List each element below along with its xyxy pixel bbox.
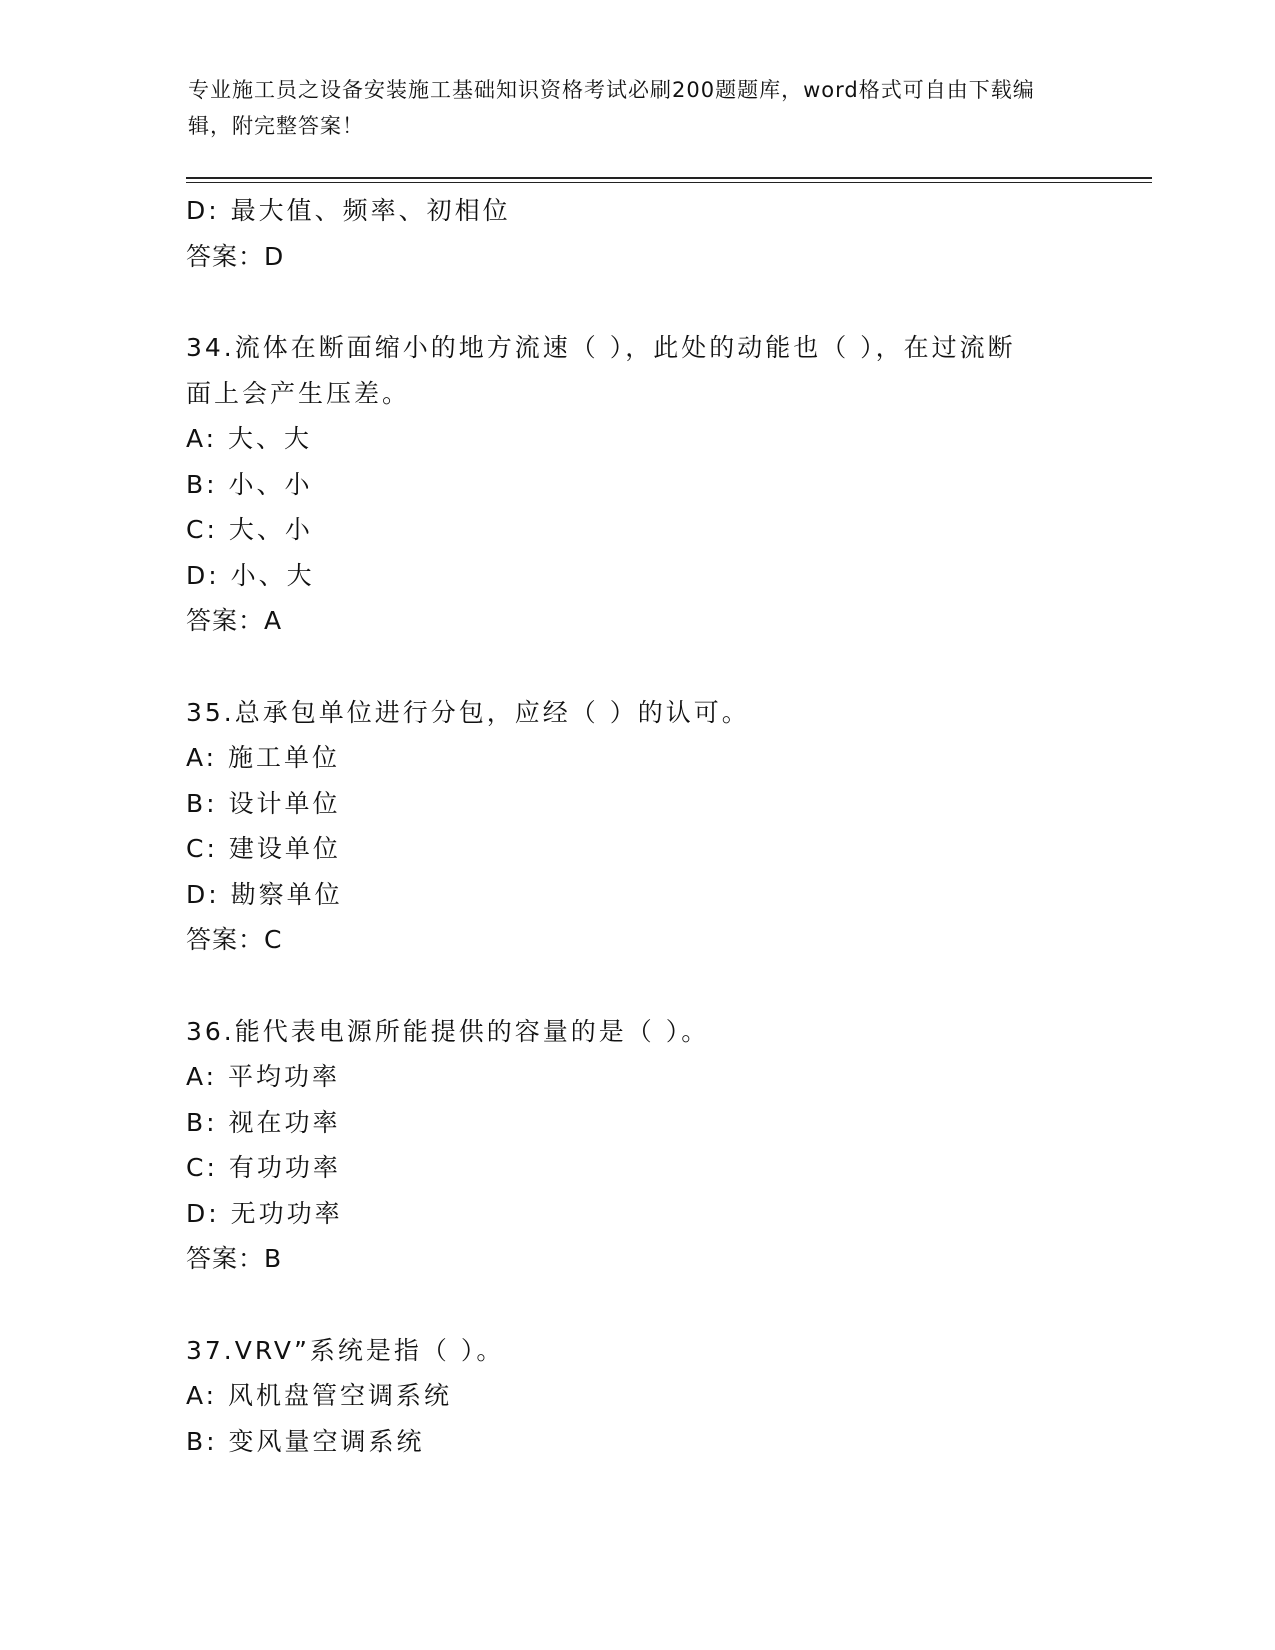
option-a: A: 施工单位 bbox=[186, 743, 341, 772]
option-b: B: 设计单位 bbox=[186, 788, 341, 818]
option-b: B: 小、小 bbox=[186, 469, 313, 499]
question-34 bbox=[186, 325, 1086, 416]
option-d: D: 小、大 bbox=[186, 560, 315, 590]
answer-line: 答案：B bbox=[186, 1244, 283, 1273]
option-a: A: 大、大 bbox=[186, 424, 313, 453]
answer-line: 答案：A bbox=[186, 606, 283, 635]
option-c: C: 建设单位 bbox=[186, 834, 341, 863]
option-b: B: 视在功率 bbox=[186, 1107, 341, 1137]
answer-line: 答案：D bbox=[186, 241, 285, 271]
option-d: D: 无功功率 bbox=[186, 1198, 343, 1228]
option-d: D: 最大值、频率、初相位 bbox=[186, 196, 511, 225]
option-b: B: 变风量空调系统 bbox=[186, 1426, 425, 1456]
header-divider-thin bbox=[186, 182, 1152, 183]
question-37-stem: 37.VRV”系统是指（ ）。 bbox=[186, 1335, 505, 1365]
question-stem: 34.流体在断面缩小的地方流速（ ），此处的动能也（ ），在过流断 bbox=[186, 333, 1016, 362]
question-list bbox=[186, 188, 1086, 1464]
option-d: D: 勘察单位 bbox=[186, 879, 343, 909]
question-stem-continued: 面上会产生压差。 bbox=[186, 378, 411, 408]
option-a: A: 平均功率 bbox=[186, 1062, 341, 1091]
header-divider-thick bbox=[186, 177, 1152, 179]
document-header: 专业施工员之设备安装施工基础知识资格考试必刷200题题库，word格式可自由下载编辑，附完整答案！ bbox=[188, 78, 1035, 138]
question-36-stem: 36.能代表电源所能提供的容量的是（ ）。 bbox=[186, 1016, 710, 1046]
option-a: A: 风机盘管空调系统 bbox=[186, 1381, 453, 1410]
answer-line: 答案：C bbox=[186, 925, 283, 954]
option-c: C: 大、小 bbox=[186, 515, 313, 544]
option-c: C: 有功功率 bbox=[186, 1153, 341, 1182]
question-35-stem: 35.总承包单位进行分包，应经（ ）的认可。 bbox=[186, 697, 750, 727]
